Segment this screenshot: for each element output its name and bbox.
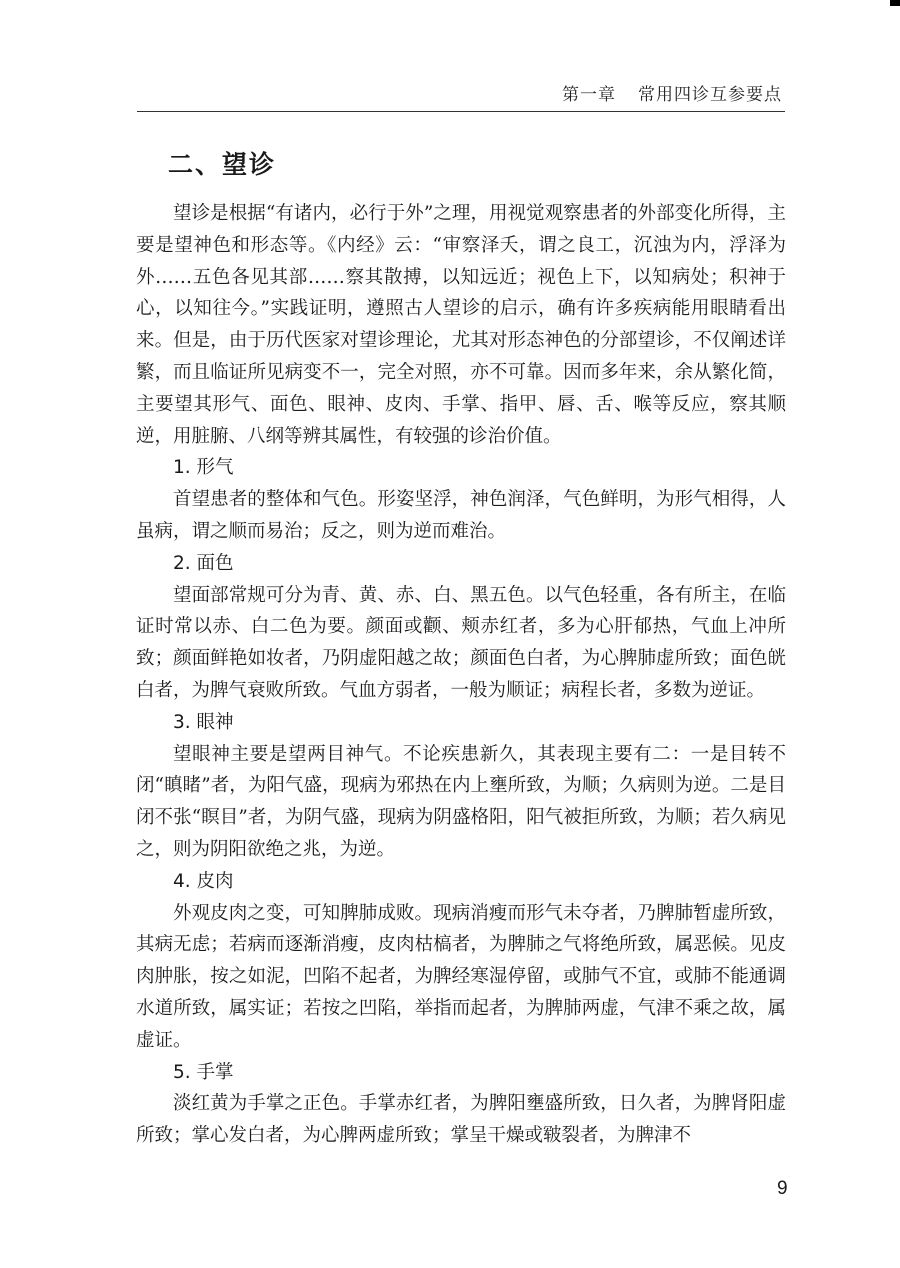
subheading-yanshen: 3. 眼神 xyxy=(173,711,234,733)
subheading-shouzhang: 5. 手掌 xyxy=(173,1061,234,1083)
paragraph-pirou: 外观皮肉之变，可知脾肺成败。现病消瘦而形气未夺者，乃脾肺暂虚所致，其病无虑；若病而逐渐消瘦，皮肉枯槁者，为脾肺之气将绝所致，属恶候。见皮肉肿胀，按之如泥，凹陷不起者，为脾经寒湿停留，或肺气不宜，或肺不能通调水道所致，属实证；若按之凹陷，举指而起者，为脾肺两虚，气津不乘之故，属虚证。 xyxy=(136,902,786,1051)
running-header xyxy=(562,80,782,105)
page-number: 9 xyxy=(777,1178,788,1199)
subheading-pirou: 4. 皮肉 xyxy=(173,870,234,892)
corner-crop-mark xyxy=(890,0,900,6)
subheading-mianse: 2. 面色 xyxy=(173,552,234,574)
header-chapter: 第一章 xyxy=(562,85,616,105)
paragraph-shouzhang: 淡红黄为手掌之正色。手掌赤红者，为脾阳壅盛所致，日久者，为脾肾阳虚所致；掌心发白者，为心脾两虚所致；掌呈干燥或皲裂者，为脾津不 xyxy=(136,1093,786,1147)
header-rule xyxy=(137,111,785,112)
paragraph-xingqi: 首望患者的整体和气色。形姿坚浮，神色润泽，气色鲜明，为形气相得，人虽病，谓之顺而易治；反之，则为逆而难治。 xyxy=(136,489,786,542)
paragraph-yanshen: 望眼神主要是望两目神气。不论疾患新久，其表现主要有二：一是目转不闭“瞋睹”者，为阳气盛，现病为邪热在内上壅所致，为顺；久病则为逆。二是目闭不张“瞑目”者，为阴气盛，现病为阴盛格阳，阳气被拒所致，为顺；若久病见之，则为阴阳欲绝之兆，为逆。 xyxy=(136,743,786,860)
intro-paragraph: 望诊是根据“有诸内，必行于外”之理，用视觉观察患者的外部变化所得，主要是望神色和形态等。《内经》云：“审察泽夭，谓之良工，沉浊为内，浮泽为外……五色各见其部……察其散搏，以知远近；视色上下，以知病处；积神于心，以知往今。”实践证明，遵照古人望诊的启示，确有许多疾病能用眼睛看出来。但是，由于历代医家对望诊理论，尤其对形态神色的分部望诊，不仅阐述详繁，而且临证所见病变不一，完全对照，亦不可靠。因而多年来，余从繁化简，主要望其形气、面色、眼神、皮肉、手掌、指甲、唇、舌、喉等反应，察其顺逆，用脏腑、八纲等辨其属性，有较强的诊治价值。 xyxy=(136,203,786,447)
paragraph-mianse: 望面部常规可分为青、黄、赤、白、黑五色。以气色轻重，各有所主，在临证时常以赤、白二色为要。颜面或颧、颊赤红者，多为心肝郁热，气血上冲所致；颜面鲜艳如妆者，乃阴虚阳越之故；颜面色白者，为心脾肺虚所致；面色㿠白者，为脾气衰败所致。气血方弱者，一般为顺证；病程长者，多数为逆证。 xyxy=(136,584,786,701)
page-body xyxy=(136,146,786,1152)
subheading-xingqi: 1. 形气 xyxy=(173,457,234,479)
section-title: 二、望诊 xyxy=(168,150,277,179)
header-title: 常用四诊互参要点 xyxy=(638,85,782,105)
